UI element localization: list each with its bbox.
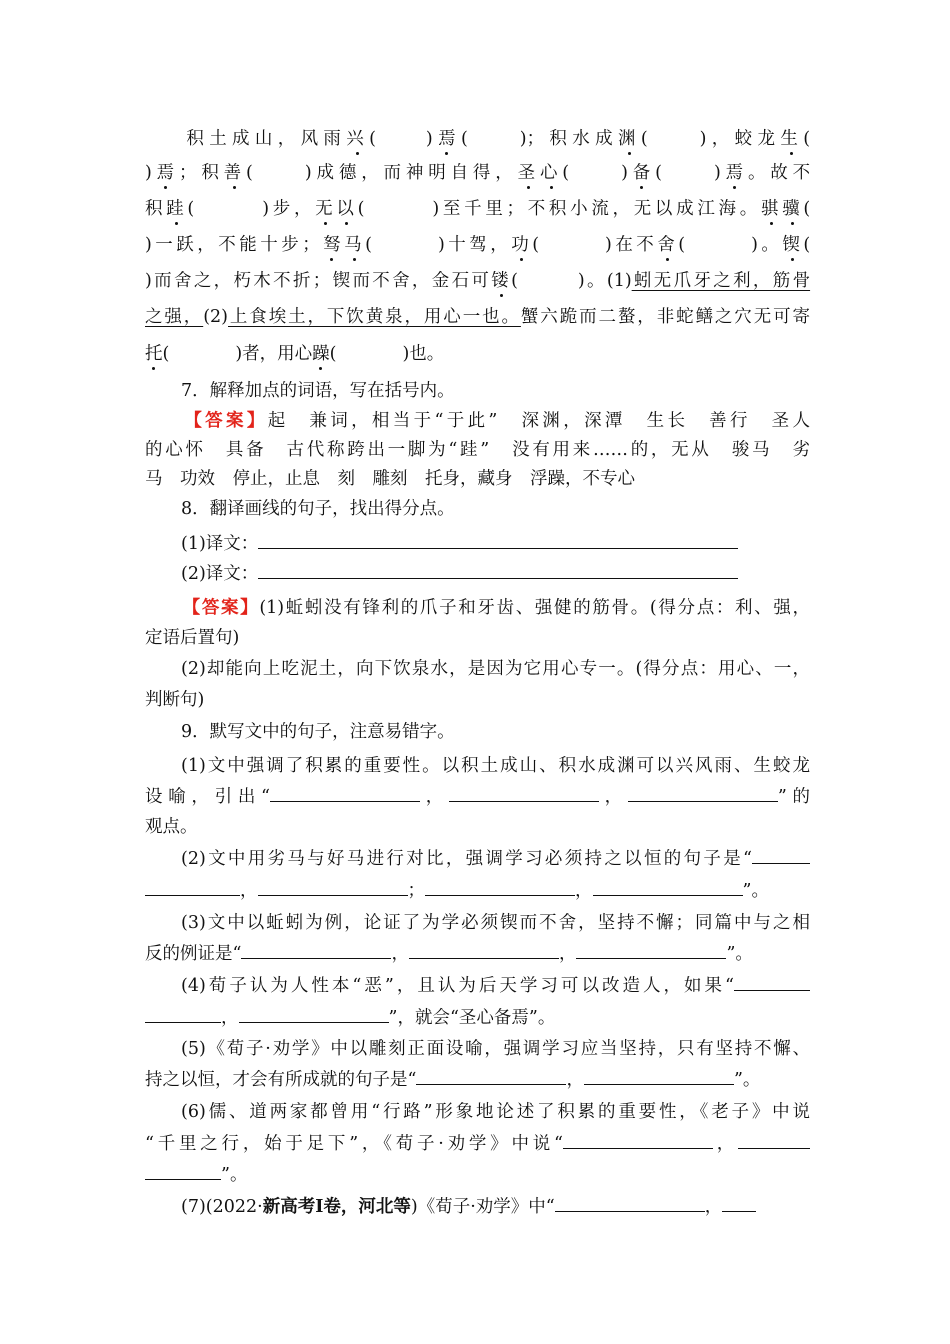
annotated-char: 生	[780, 129, 804, 149]
question-8-prompt: 8．翻译画线的句子，找出得分点。	[181, 499, 455, 519]
answer-blank[interactable]	[752, 848, 810, 864]
annotated-char: 舍	[657, 235, 679, 255]
question-9-1: 观点。	[145, 817, 198, 837]
passage-line	[145, 306, 810, 328]
answer-blank[interactable]	[555, 1196, 705, 1212]
annotated-char: 焉	[720, 163, 748, 183]
passage-text: 蟹六跪而二螯，非蛇鳝之穴无可寄	[520, 307, 811, 327]
passage-text: )者，用心躁(	[235, 344, 337, 364]
exam-source: 新高考Ⅰ卷，河北等	[262, 1197, 411, 1217]
translation-1: (1)译文：	[145, 533, 810, 555]
answer-blank[interactable]	[239, 1007, 389, 1023]
question-7-answer: 【答案】起 兼词，相当于“于此” 深渊，深潭 生长 善行 圣人	[181, 411, 810, 431]
question-8-answer: 定语后置句)	[145, 628, 240, 648]
question-9-4: ， ”，就会“圣心备焉”。	[145, 1007, 810, 1029]
passage-text: )步，无以(	[262, 199, 365, 219]
question-9-3: (3)文中以蚯蚓为例，论证了为学必须锲而不舍，坚持不懈；同篇中与之相	[181, 913, 810, 933]
translation-2: (2)译文：	[145, 563, 810, 585]
question-7-answer: 马 功效 停止，止息 刻 雕刻 托身，藏身 浮躁，不专心	[145, 469, 635, 489]
annotated-char: 马	[344, 235, 366, 255]
annotated-char: 躁	[312, 344, 330, 364]
annotated-char: 焉	[432, 129, 461, 149]
passage-text: )而舍之，朽木不折；锲而不舍，金石可镂(	[145, 271, 518, 291]
underlined-sentence-1: 之强，	[145, 307, 204, 327]
question-9-6: “千里之行，始于足下”，《荀子·劝学》中说“ ，	[145, 1133, 810, 1155]
question-9-6: ”。	[145, 1164, 810, 1186]
passage-line	[145, 198, 810, 220]
passage-line	[145, 343, 810, 365]
question-8-answer: 判断句)	[145, 690, 205, 710]
translation-2-field[interactable]	[258, 563, 738, 579]
passage-line	[145, 270, 810, 292]
answer-blank[interactable]	[584, 1069, 734, 1085]
annotated-char: 以	[336, 199, 358, 219]
answer-blank[interactable]	[576, 943, 726, 959]
question-9-prompt: 9．默写文中的句子，注意易错字。	[181, 722, 455, 742]
annotated-char: 驽	[319, 235, 345, 255]
question-9-7: (7)(2022·新高考Ⅰ卷，河北等)《荀子·劝学》中“ ，	[145, 1196, 810, 1218]
annotated-char: 焉	[151, 163, 179, 183]
question-9-2: ， ； ， ”。	[145, 880, 810, 902]
question-9-1: (1)文中强调了积累的重要性。以积土成山、积水成渊可以兴风雨、生蛟龙	[181, 756, 810, 776]
answer-blank[interactable]	[722, 1196, 756, 1212]
passage-text: )至千里；不积小流，无以成江海。骐骥(	[432, 199, 811, 219]
answer-blank[interactable]	[409, 943, 559, 959]
question-8-answer: 【答案】(1)蚯蚓没有锋利的爪子和牙齿、强健的筋骨。(得分点：利、强，	[181, 598, 811, 618]
answer-blank[interactable]	[425, 880, 575, 896]
passage-text: 积土成山，风雨兴(	[181, 129, 376, 149]
question-9-4: (4)荀子认为人性本“恶”，且认为后天学习可以改造人，如果“	[145, 975, 810, 997]
passage-text: )，蛟龙生(	[699, 129, 811, 149]
answer-tag: 【答案】	[181, 598, 260, 618]
passage-text: )一跃，不能十步；驽马(	[145, 235, 372, 255]
passage-text: 积跬(	[145, 199, 195, 219]
answer-blank[interactable]	[241, 943, 391, 959]
passage-text: )。(1)	[577, 271, 632, 291]
annotated-char: 骥	[782, 199, 804, 219]
passage-line	[145, 128, 810, 150]
annotated-char: 跬	[166, 199, 188, 219]
passage-text: )备(	[621, 163, 662, 183]
answer-tag: 【答案】	[181, 411, 268, 431]
annotated-char: 骐	[760, 199, 783, 219]
question-9-2: (2)文中用劣马与好马进行对比，强调学习必须持之以恒的句子是“	[145, 848, 810, 870]
translation-1-field[interactable]	[258, 533, 738, 549]
answer-blank[interactable]	[734, 975, 810, 991]
answer-blank[interactable]	[145, 1007, 221, 1023]
annotated-char: 圣	[517, 163, 540, 183]
passage-text: )焉；积善(	[145, 163, 253, 183]
underlined-sentence-2: 上食埃土，下饮黄泉，用心一也。	[228, 307, 521, 327]
answer-blank[interactable]	[258, 880, 408, 896]
answer-blank[interactable]	[270, 786, 420, 802]
passage-line	[145, 162, 810, 184]
answer-blank[interactable]	[145, 880, 240, 896]
passage-text: (2)	[203, 307, 228, 327]
annotated-char: 善	[223, 163, 247, 183]
answer-blank[interactable]	[738, 1133, 810, 1149]
annotated-char: 托	[145, 344, 163, 364]
passage-text: )。锲(	[751, 235, 811, 255]
passage-text: )焉(	[425, 129, 468, 149]
question-9-1: 设喻，引出“ ， ， ”的	[145, 787, 810, 807]
annotated-char: 功	[511, 235, 533, 255]
passage-text: )在不舍(	[605, 235, 686, 255]
answer-blank[interactable]	[145, 1164, 221, 1180]
question-7-answer: 的心怀 具备 古代称跨出一脚为“跬” 没有用来……的，无从 骏马 劣	[145, 440, 810, 460]
passage-text: )；积水成渊(	[519, 129, 648, 149]
annotated-char: 心	[539, 163, 563, 183]
question-9-5: (5)《荀子·劝学》中以雕刻正面设喻，强调学习应当坚持，只有坚持不懈、	[181, 1039, 810, 1059]
passage-line	[145, 234, 810, 256]
answer-blank[interactable]	[628, 786, 778, 802]
passage-text: )成德，而神明自得，圣心(	[304, 163, 570, 183]
answer-blank[interactable]	[563, 1133, 713, 1149]
question-9-6: (6)儒、道两家都曾用“行路”形象地论述了积累的重要性，《老子》中说	[181, 1102, 810, 1122]
annotated-char: 兴	[346, 129, 370, 149]
passage-text: 托(	[145, 344, 170, 364]
passage-text: )焉。故不	[713, 163, 811, 183]
question-7-prompt: 7．解释加点的词语，写在括号内。	[181, 381, 455, 401]
passage-text: )十驾，功(	[437, 235, 540, 255]
annotated-char: 渊	[617, 129, 641, 149]
answer-blank[interactable]	[593, 880, 743, 896]
question-9-3: 反的例证是“ ， ， ”。	[145, 944, 753, 964]
annotated-char: 备	[627, 163, 656, 183]
answer-blank[interactable]	[449, 786, 599, 802]
annotated-char: 无	[315, 199, 337, 219]
passage-text: )也。	[402, 344, 445, 364]
underlined-sentence-1: 蚓无爪牙之利，筋骨	[631, 271, 811, 291]
annotated-char: 锲	[782, 235, 804, 255]
question-9-5: 持之以恒，才会有所成就的句子是“ ， ”。	[145, 1070, 761, 1090]
question-8-answer: (2)却能向上吃泥土，向下饮泉水，是因为它用心专一。(得分点：用心、一，	[181, 659, 810, 679]
answer-blank[interactable]	[416, 1069, 566, 1085]
annotated-char: 镂	[491, 271, 512, 291]
